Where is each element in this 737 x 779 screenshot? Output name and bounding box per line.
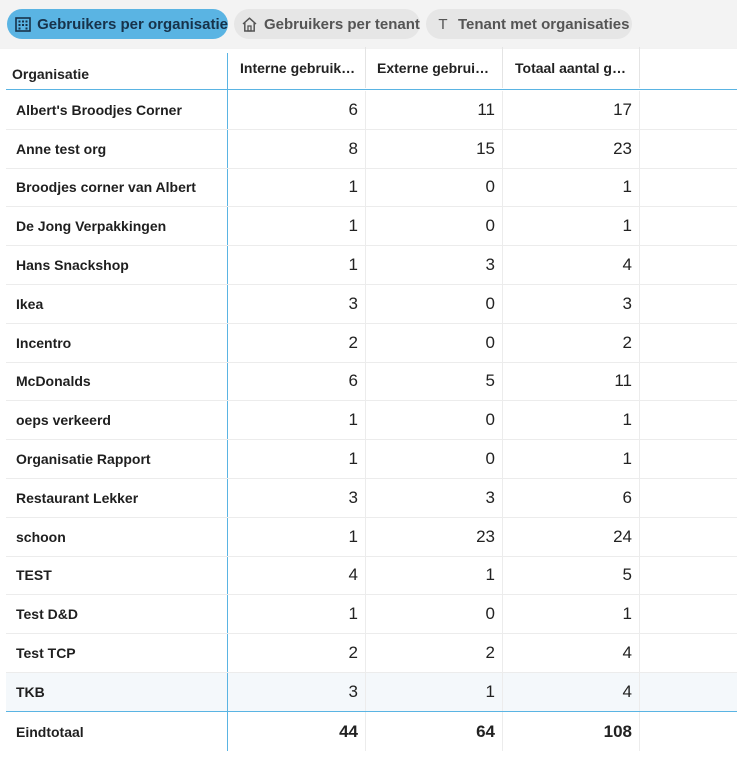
table-body — [6, 91, 737, 712]
external-users-cell: 0 — [366, 595, 503, 633]
internal-users-cell: 4 — [228, 557, 366, 595]
tab-users-per-tenant[interactable] — [234, 9, 420, 39]
table-row[interactable] — [6, 130, 737, 169]
internal-users-cell: 2 — [228, 634, 366, 672]
tab-label: Gebruikers per tenant — [264, 15, 420, 33]
external-users-cell: 0 — [366, 324, 503, 362]
tab-label: Gebruikers per organisatie — [37, 15, 228, 33]
total-users-cell: 11 — [503, 363, 640, 401]
total-label: Eindtotaal — [6, 712, 228, 751]
text-t-icon: T — [438, 15, 448, 33]
tab-label: Tenant met organisaties — [458, 15, 630, 33]
total-users-cell: 6 — [503, 479, 640, 517]
total-users-cell: 4 — [503, 634, 640, 672]
external-users-cell: 3 — [366, 246, 503, 284]
total-users-cell: 2 — [503, 324, 640, 362]
internal-users-cell: 1 — [228, 169, 366, 207]
total-users-cell: 1 — [503, 207, 640, 245]
organisation-cell: Albert's Broodjes Corner — [6, 91, 228, 129]
total-row — [6, 711, 737, 751]
table-row[interactable] — [6, 634, 737, 673]
external-users-cell: 0 — [366, 169, 503, 207]
pivot-table-panel — [0, 49, 737, 779]
internal-users-cell: 1 — [228, 246, 366, 284]
tab-tenant-with-organisations[interactable] — [426, 9, 632, 39]
home-icon — [240, 15, 258, 33]
column-header-total-users[interactable]: Totaal aantal g… — [503, 47, 640, 88]
table-row[interactable] — [6, 401, 737, 440]
organisation-cell: TKB — [6, 673, 228, 711]
organisation-cell: Anne test org — [6, 130, 228, 168]
external-users-cell: 15 — [366, 130, 503, 168]
organisation-cell: schoon — [6, 518, 228, 556]
total-users-cell: 23 — [503, 130, 640, 168]
external-users-cell: 0 — [366, 401, 503, 439]
report-tab-bar — [0, 0, 737, 48]
table-row[interactable] — [6, 169, 737, 208]
table-row[interactable] — [6, 518, 737, 557]
table-row[interactable] — [6, 207, 737, 246]
external-users-cell: 5 — [366, 363, 503, 401]
external-users-cell: 1 — [366, 673, 503, 711]
external-users-cell: 23 — [366, 518, 503, 556]
total-external: 64 — [366, 712, 503, 751]
total-users-cell: 1 — [503, 595, 640, 633]
organisation-cell: Organisatie Rapport — [6, 440, 228, 478]
table-row[interactable] — [6, 673, 737, 712]
total-users-cell: 5 — [503, 557, 640, 595]
total-users-cell: 1 — [503, 169, 640, 207]
total-users-cell: 24 — [503, 518, 640, 556]
organisation-cell: De Jong Verpakkingen — [6, 207, 228, 245]
building-icon — [14, 15, 31, 33]
organisation-cell: McDonalds — [6, 363, 228, 401]
column-header-internal-users[interactable]: Interne gebruik… — [228, 47, 366, 88]
external-users-cell: 0 — [366, 207, 503, 245]
total-users-cell: 17 — [503, 91, 640, 129]
external-users-cell: 0 — [366, 285, 503, 323]
total-users-cell: 1 — [503, 401, 640, 439]
internal-users-cell: 1 — [228, 440, 366, 478]
table-row[interactable] — [6, 595, 737, 634]
organisation-cell: oeps verkeerd — [6, 401, 228, 439]
tab-users-per-organisation[interactable] — [7, 9, 228, 39]
total-users-cell: 4 — [503, 673, 640, 711]
table-row[interactable] — [6, 557, 737, 596]
internal-users-cell: 6 — [228, 363, 366, 401]
total-users-cell: 3 — [503, 285, 640, 323]
internal-users-cell: 1 — [228, 401, 366, 439]
external-users-cell: 0 — [366, 440, 503, 478]
table-header — [6, 49, 737, 90]
internal-users-cell: 1 — [228, 595, 366, 633]
table-row[interactable] — [6, 91, 737, 130]
organisation-cell: Restaurant Lekker — [6, 479, 228, 517]
total-total: 108 — [503, 712, 640, 751]
organisation-cell: Test D&D — [6, 595, 228, 633]
external-users-cell: 2 — [366, 634, 503, 672]
internal-users-cell: 3 — [228, 285, 366, 323]
external-users-cell: 1 — [366, 557, 503, 595]
table-row[interactable] — [6, 324, 737, 363]
total-users-cell: 1 — [503, 440, 640, 478]
internal-users-cell: 8 — [228, 130, 366, 168]
external-users-cell: 11 — [366, 91, 503, 129]
internal-users-cell: 3 — [228, 479, 366, 517]
internal-users-cell: 1 — [228, 207, 366, 245]
total-users-cell: 4 — [503, 246, 640, 284]
internal-users-cell: 6 — [228, 91, 366, 129]
column-header-external-users[interactable]: Externe gebrui… — [366, 47, 503, 88]
organisation-cell: Ikea — [6, 285, 228, 323]
external-users-cell: 3 — [366, 479, 503, 517]
organisation-cell: TEST — [6, 557, 228, 595]
table-row[interactable] — [6, 440, 737, 479]
table-row[interactable] — [6, 285, 737, 324]
internal-users-cell: 2 — [228, 324, 366, 362]
total-internal: 44 — [228, 712, 366, 751]
internal-users-cell: 1 — [228, 518, 366, 556]
organisation-cell: Hans Snackshop — [6, 246, 228, 284]
table-row[interactable] — [6, 363, 737, 402]
internal-users-cell: 3 — [228, 673, 366, 711]
table-row[interactable] — [6, 479, 737, 518]
column-header-organisation[interactable]: Organisatie — [6, 53, 228, 94]
organisation-cell: Incentro — [6, 324, 228, 362]
table-row[interactable] — [6, 246, 737, 285]
organisation-cell: Broodjes corner van Albert — [6, 169, 228, 207]
organisation-cell: Test TCP — [6, 634, 228, 672]
